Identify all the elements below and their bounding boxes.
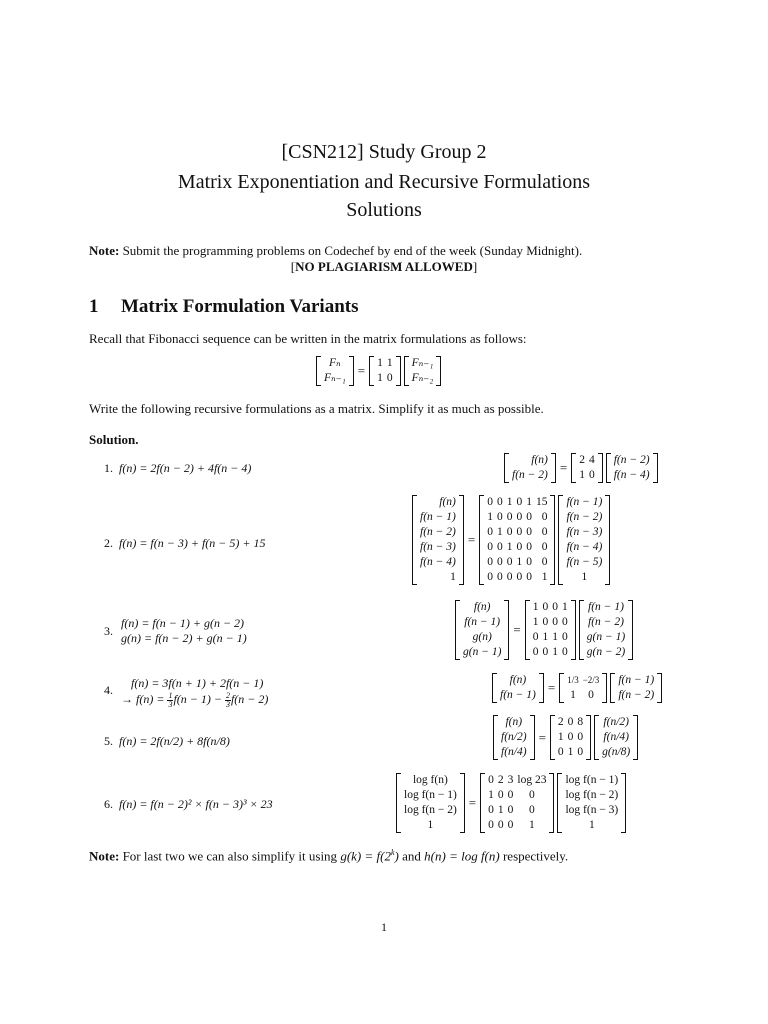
problem-1: 1. f(n) = 2f(n − 2) + 4f(n − 4) — [104, 461, 252, 475]
doc-title-line3: Solutions — [346, 199, 422, 221]
matrix-rhs: Fₙ₋₁ Fₙ₋₂ — [404, 356, 442, 386]
matrix-coefficients: 1 1 1 0 — [369, 356, 401, 386]
problem-3-number: 3. — [104, 624, 113, 638]
plagiarism-note: [NO PLAGIARISM ALLOWED] — [290, 259, 478, 274]
matrix-4: f(n) f(n − 1) = 1/3 −2/3 1 0 f(n − 1) f(n − 2) — [492, 673, 662, 703]
section-title: Matrix Formulation Variants — [121, 296, 359, 317]
matrix-1: f(n) f(n − 2) = 2 4 1 0 f(n − 2) f(n − 4) — [504, 453, 658, 483]
matrix-3: f(n) f(n − 1) g(n) g(n − 1) = 1 0 0 1 1 0 0 0 0 1 1 0 0 0 1 0 f(n − 1) f(n − 2) g(n − 1) g(n − 2) — [455, 600, 633, 660]
problem-5: 5. f(n) = 2f(n/2) + 8f(n/8) — [104, 734, 230, 748]
problem-4: f(n) = 3f(n + 1) + 2f(n − 1) → f(n) = $\frac{1}{3}$ f(n − 1) − $\frac{2}{3}$ f(n − 2) — [121, 676, 269, 709]
solution-label: Solution. — [89, 432, 139, 447]
note-label: Note: — [89, 243, 120, 258]
fibonacci-matrix-equation: Fₙ Fₙ₋₁ = 1 1 1 0 Fₙ₋₁ Fₙ₋₂ — [316, 356, 441, 386]
matrix-2: f(n) f(n − 1) f(n − 2) f(n − 3) f(n − 4) 1 = 0 0 1 0 1 15 1 0 0 0 0 0 0 1 0 0 0 0 0 0 1 0 0 0 0 0 0 1 0 0 0 0 0 0 0 1 f(n − 1) f(n − 2) f(n − 3) f(n − 4) f(n − 5) 1 — [412, 495, 610, 585]
matrix-lhs: Fₙ Fₙ₋₁ — [316, 356, 354, 386]
plagiarism-text: NO PLAGIARISM ALLOWED — [295, 259, 473, 274]
recall-paragraph: Recall that Fibonacci sequence can be written in the matrix formulations as follows: — [89, 331, 527, 346]
submission-note — [89, 243, 582, 259]
final-note: Note: For last two we can also simplify it using $g(k) = f(2^k)$ and h(n) = log f(n) respectively. — [89, 848, 569, 864]
problem-6: 6. f(n) = f(n − 2)² × f(n − 3)³ × 23 — [104, 797, 273, 811]
note-text: Submit the programming problems on Codechef by end of the week (Sunday Midnight). — [119, 243, 583, 258]
section-number: 1 — [89, 296, 99, 317]
problem-3: f(n) = f(n − 1) + g(n − 2) g(n) = f(n − 2) + g(n − 1) — [121, 616, 247, 645]
doc-title-line1: [CSN212] Study Group 2 — [281, 141, 487, 163]
instruction-paragraph: Write the following recursive formulations as a matrix. Simplify it as much as possible. — [89, 401, 544, 416]
matrix-5: f(n) f(n/2) f(n/4) = 2 0 8 1 0 0 0 1 0 f(n/2) f(n/4) g(n/8) — [493, 715, 638, 760]
page-number: 1 — [381, 920, 387, 934]
problem-4-number: 4. — [104, 683, 113, 697]
matrix-6: log f(n) log f(n − 1) log f(n − 2) 1 = 0 2 3 log 23 1 0 0 0 0 1 0 0 0 0 0 1 log f(n − 1) log f(n − 2) log f(n − 3) 1 — [396, 773, 626, 833]
doc-title-line2: Matrix Exponentiation and Recursive Formulations — [177, 171, 591, 193]
problem-2: 2. f(n) = f(n − 3) + f(n − 5) + 15 — [104, 536, 266, 550]
